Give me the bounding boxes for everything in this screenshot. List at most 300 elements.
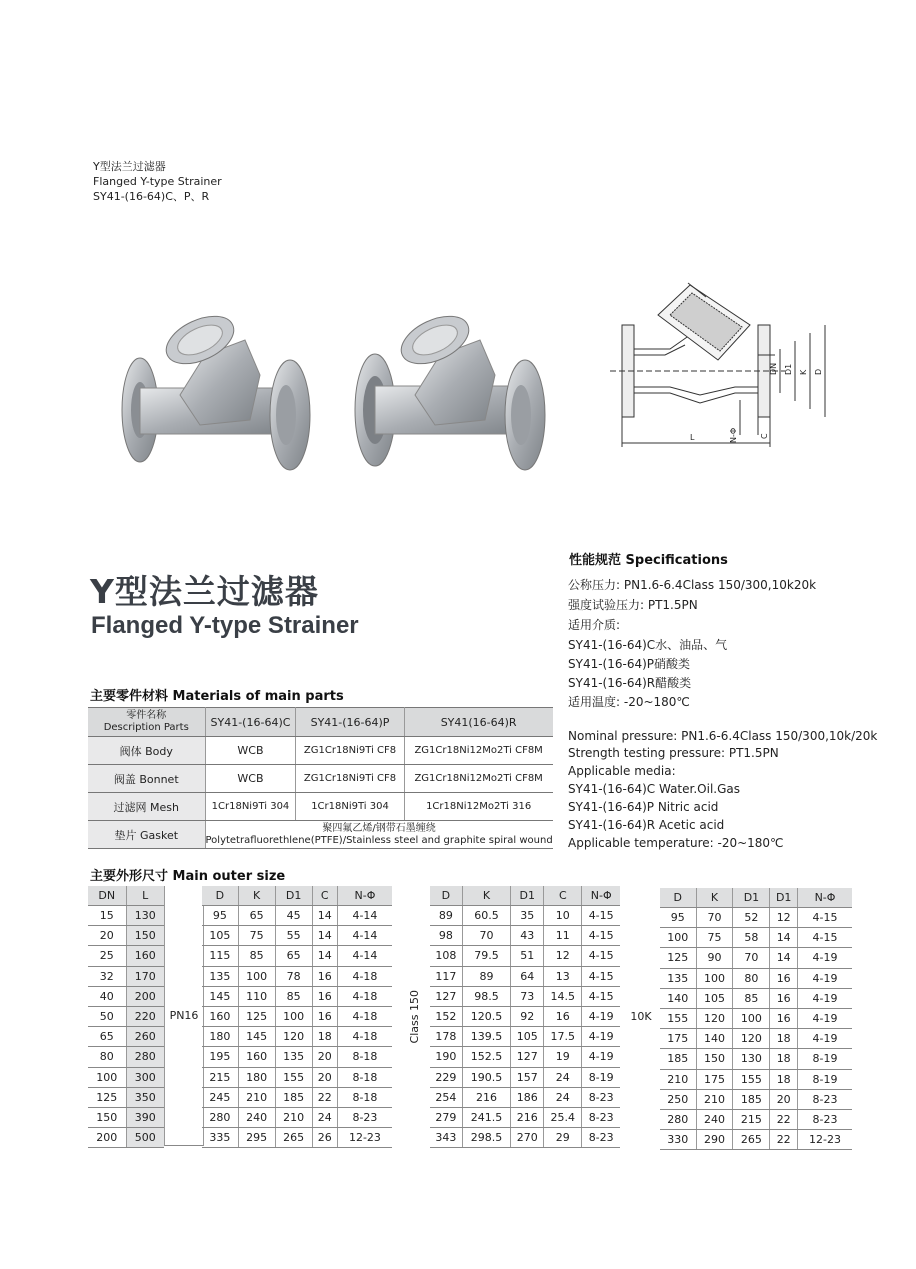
- dims-cell: 110: [238, 986, 275, 1006]
- dims-row: [660, 968, 852, 988]
- dims-cell: 65: [275, 946, 312, 966]
- drawing-label-k: K: [799, 369, 808, 375]
- header-cn: Y型法兰过滤器: [93, 160, 166, 173]
- dims-row: [660, 1089, 852, 1109]
- dims-cell: 105: [202, 926, 238, 946]
- dims-cell: 190: [430, 1047, 462, 1067]
- spec-en-line: Nominal pressure: PN1.6-6.4Class 150/300,10k/20k: [568, 729, 878, 743]
- dims-cell: 300: [126, 1067, 164, 1087]
- dims-cell: 26: [312, 1128, 337, 1148]
- dims-header-cell: N-Φ: [582, 886, 620, 906]
- dims-cell: 100: [275, 1006, 312, 1026]
- dims-cell: 14.5: [544, 986, 582, 1006]
- strainer-photo-2: [345, 300, 555, 490]
- spec-en-line: SY41-(16-64)C Water.Oil.Gas: [568, 782, 740, 796]
- dims-cell: 4-19: [798, 988, 853, 1008]
- dims-cell: 65: [238, 906, 275, 926]
- materials-part: 过滤网 Mesh: [88, 793, 205, 821]
- dims-cell: 4-18: [337, 1006, 392, 1026]
- dims-cell: 8-23: [337, 1107, 392, 1127]
- dims-cell: 178: [430, 1027, 462, 1047]
- dims-cell: 8-23: [582, 1087, 620, 1107]
- dims-row: [88, 1027, 164, 1047]
- dims-row: [430, 1047, 620, 1067]
- spec-en-line: Strength testing pressure: PT1.5PN: [568, 746, 779, 760]
- dims-cell: 8-18: [337, 1067, 392, 1087]
- dims-cell: 216: [462, 1087, 511, 1107]
- dims-cell: 4-19: [582, 1006, 620, 1026]
- dims-header-cell: C: [544, 886, 582, 906]
- dims-cell: 4-15: [582, 986, 620, 1006]
- dims-cell: 20: [312, 1047, 337, 1067]
- dims-cell: 215: [202, 1067, 238, 1087]
- dims-cell: 216: [511, 1107, 544, 1127]
- dims-row: [660, 1130, 852, 1150]
- dims-cell: 8-23: [798, 1089, 853, 1109]
- dims-cell: 140: [696, 1029, 733, 1049]
- dims-cell: 75: [238, 926, 275, 946]
- dims-cell: 115: [202, 946, 238, 966]
- dims-cell: 125: [238, 1006, 275, 1026]
- title-en: Flanged Y-type Strainer: [91, 612, 359, 639]
- dims-cell: 170: [126, 966, 164, 986]
- dims-cell: 70: [733, 948, 770, 968]
- dims-cell: 80: [88, 1047, 126, 1067]
- dims-cell: 260: [126, 1027, 164, 1047]
- dims-cell: 4-18: [337, 986, 392, 1006]
- dims-cell: 4-19: [798, 1008, 853, 1028]
- dims-header-row: [430, 886, 620, 906]
- pn16-label: PN16: [164, 886, 204, 1146]
- dims-cell: 16: [312, 986, 337, 1006]
- dims-cell: 70: [696, 908, 733, 928]
- dims-cell: 180: [238, 1067, 275, 1087]
- dims-cell: 15: [88, 906, 126, 926]
- dims-cell: 152.5: [462, 1047, 511, 1067]
- dims-cell: 160: [126, 946, 164, 966]
- materials-c: WCB: [205, 765, 296, 793]
- dims-cell: 64: [511, 966, 544, 986]
- dims-cell: 22: [312, 1087, 337, 1107]
- dims-row: [430, 986, 620, 1006]
- dims-row: [202, 946, 392, 966]
- dims-cell: 4-19: [798, 968, 853, 988]
- dims-cell: 19: [544, 1047, 582, 1067]
- dims-cell: 105: [696, 988, 733, 1008]
- dims-cell: 85: [238, 946, 275, 966]
- dims-row: [88, 966, 164, 986]
- dims-row: [202, 1107, 392, 1127]
- dims-header-row: [88, 886, 164, 906]
- dims-row: [202, 966, 392, 986]
- dims-cell: 150: [88, 1107, 126, 1127]
- dims-cell: 17.5: [544, 1027, 582, 1047]
- dims-row: [430, 906, 620, 926]
- dims-cell: 4-19: [582, 1047, 620, 1067]
- dims-cell: 185: [275, 1087, 312, 1107]
- dims-cell: 32: [88, 966, 126, 986]
- spec-cn-line: SY41-(16-64)R醋酸类: [568, 676, 692, 690]
- dims-cell: 140: [660, 988, 696, 1008]
- dims-row: [660, 948, 852, 968]
- dims-cell: 298.5: [462, 1128, 511, 1148]
- dims-cell: 12-23: [337, 1128, 392, 1148]
- dims-header-cell: N-Φ: [798, 888, 853, 908]
- dims-cell: 8-23: [798, 1109, 853, 1129]
- dims-cell: 22: [770, 1109, 798, 1129]
- materials-head-r: SY41(16-64)R: [404, 708, 553, 737]
- dims-cell: 16: [770, 968, 798, 988]
- dims-cell: 16: [312, 966, 337, 986]
- dims-row: [430, 1006, 620, 1026]
- spec-en-line: Applicable temperature: -20~180℃: [568, 836, 784, 850]
- dims-cell: 4-14: [337, 946, 392, 966]
- dims-cell: 4-19: [798, 1029, 853, 1049]
- dims-cell: 150: [696, 1049, 733, 1069]
- dims-cell: 155: [275, 1067, 312, 1087]
- dims-cell: 14: [770, 948, 798, 968]
- dims-cell: 280: [202, 1107, 238, 1127]
- dims-cell: 90: [696, 948, 733, 968]
- dims-row: [660, 1049, 852, 1069]
- dims-cell: 4-15: [582, 906, 620, 926]
- dims-cell: 108: [430, 946, 462, 966]
- k10-label: 10K: [630, 1010, 652, 1023]
- class150-label: Class 150: [407, 990, 421, 1044]
- dims-cell: 43: [511, 926, 544, 946]
- dims-cell: 18: [770, 1069, 798, 1089]
- dims-cell: 500: [126, 1128, 164, 1148]
- dims-cell: 75: [696, 928, 733, 948]
- dims-cell: 125: [660, 948, 696, 968]
- dims-row: [430, 1107, 620, 1127]
- materials-r: ZG1Cr18Ni12Mo2Ti CF8M: [404, 737, 553, 765]
- spec-cn-line: 适用介质:: [568, 618, 621, 632]
- dims-cell: 4-14: [337, 906, 392, 926]
- dims-cell: 4-18: [337, 966, 392, 986]
- dims-header-cell: D1: [275, 886, 312, 906]
- dims-cell: 100: [238, 966, 275, 986]
- dims-cell: 295: [238, 1128, 275, 1148]
- dims-header-cell: K: [696, 888, 733, 908]
- dims-row: [202, 1128, 392, 1148]
- dims-row: [202, 986, 392, 1006]
- dims-cell: 210: [660, 1069, 696, 1089]
- dims-cell: 330: [660, 1130, 696, 1150]
- dims-cell: 120: [733, 1029, 770, 1049]
- dims-header-row: [660, 888, 852, 908]
- dims-cell: 55: [275, 926, 312, 946]
- dims-row: [88, 1128, 164, 1148]
- dims-cell: 130: [126, 906, 164, 926]
- dims-header-cell: N-Φ: [337, 886, 392, 906]
- strainer-technical-drawing: [610, 275, 840, 460]
- dims-row: [202, 1067, 392, 1087]
- dims-row: [202, 1087, 392, 1107]
- dims-cell: 85: [733, 988, 770, 1008]
- dims-cell: 85: [275, 986, 312, 1006]
- dims-10k-table: [660, 888, 852, 1150]
- dims-cell: 35: [511, 906, 544, 926]
- dims-cell: 95: [660, 908, 696, 928]
- dims-cell: 12-23: [798, 1130, 853, 1150]
- dims-header-row: [202, 886, 392, 906]
- dims-cell: 11: [544, 926, 582, 946]
- dims-cell: 350: [126, 1087, 164, 1107]
- dims-cell: 135: [202, 966, 238, 986]
- dims-cell: 279: [430, 1107, 462, 1127]
- dims-cell: 160: [238, 1047, 275, 1067]
- dims-header-cell: C: [312, 886, 337, 906]
- dims-dn-l-table: [88, 886, 164, 1148]
- dims-cell: 186: [511, 1087, 544, 1107]
- dims-cell: 130: [733, 1049, 770, 1069]
- header-en: Flanged Y-type Strainer: [93, 175, 222, 188]
- specifications-heading: 性能规范 Specifications: [569, 553, 728, 568]
- dims-cell: 92: [511, 1006, 544, 1026]
- dims-cell: 100: [88, 1067, 126, 1087]
- dims-cell: 175: [660, 1029, 696, 1049]
- dims-row: [202, 926, 392, 946]
- dims-cell: 12: [544, 946, 582, 966]
- dims-cell: 4-15: [582, 946, 620, 966]
- dims-row: [430, 1087, 620, 1107]
- dims-row: [660, 1109, 852, 1129]
- dims-row: [88, 1107, 164, 1127]
- dims-row: [430, 966, 620, 986]
- dims-header-cell: L: [126, 886, 164, 906]
- dims-cell: 210: [275, 1107, 312, 1127]
- dims-cell: 89: [462, 966, 511, 986]
- dims-cell: 73: [511, 986, 544, 1006]
- dims-row: [430, 1027, 620, 1047]
- drawing-label-l: L: [690, 433, 695, 442]
- dims-cell: 8-18: [337, 1047, 392, 1067]
- dims-cell: 52: [733, 908, 770, 928]
- dims-row: [660, 988, 852, 1008]
- dims-cell: 4-15: [582, 966, 620, 986]
- dims-cell: 14: [312, 906, 337, 926]
- dims-row: [660, 1069, 852, 1089]
- dims-cell: 20: [88, 926, 126, 946]
- materials-r: ZG1Cr18Ni12Mo2Ti CF8M: [404, 765, 553, 793]
- dims-cell: 210: [238, 1087, 275, 1107]
- dims-cell: 4-15: [798, 928, 853, 948]
- dims-cell: 220: [126, 1006, 164, 1026]
- dims-cell: 16: [312, 1006, 337, 1026]
- materials-table: [88, 707, 553, 849]
- dims-cell: 120: [696, 1008, 733, 1028]
- dims-pn16-table: [202, 886, 392, 1148]
- dims-cell: 240: [238, 1107, 275, 1127]
- dims-cell: 155: [733, 1069, 770, 1089]
- dims-cell: 280: [660, 1109, 696, 1129]
- materials-gasket-en: Polytetrafluorethlene(PTFE)/Stainless steel and graphite spiral wound: [205, 834, 553, 846]
- dims-cell: 12: [770, 908, 798, 928]
- spec-cn-line: 公称压力: PN1.6-6.4Class 150/300,10k20k: [568, 578, 817, 592]
- dims-cell: 190.5: [462, 1067, 511, 1087]
- dims-cell: 20: [312, 1067, 337, 1087]
- dims-cell: 155: [660, 1008, 696, 1028]
- materials-head-c: SY41-(16-64)C: [205, 708, 296, 737]
- dims-cell: 58: [733, 928, 770, 948]
- dims-cell: 78: [275, 966, 312, 986]
- spec-cn-line: SY41-(16-64)C水、油品、气: [568, 638, 728, 652]
- dims-row: [660, 928, 852, 948]
- materials-c: WCB: [205, 737, 296, 765]
- materials-gasket: [205, 821, 553, 849]
- materials-p: ZG1Cr18Ni9Ti CF8: [296, 765, 404, 793]
- dims-cell: 24: [544, 1087, 582, 1107]
- dims-cell: 150: [126, 926, 164, 946]
- dims-cell: 10: [544, 906, 582, 926]
- dims-cell: 120: [275, 1027, 312, 1047]
- spec-cn-line: 强度试验压力: PT1.5PN: [568, 598, 698, 612]
- dims-cell: 4-15: [582, 926, 620, 946]
- dims-cell: 145: [202, 986, 238, 1006]
- dims-cell: 215: [733, 1109, 770, 1129]
- materials-gasket-cn: 聚四氟乙烯/钢带石墨缠绕: [322, 822, 436, 834]
- dims-cell: 200: [126, 986, 164, 1006]
- dims-cell: 335: [202, 1128, 238, 1148]
- dims-header-cell: D: [660, 888, 696, 908]
- drawing-label-c: C: [760, 433, 769, 439]
- dims-row: [88, 926, 164, 946]
- dims-cell: 4-19: [582, 1027, 620, 1047]
- dims-row: [430, 946, 620, 966]
- dims-cell: 4-19: [798, 948, 853, 968]
- dims-row: [202, 1047, 392, 1067]
- dims-cell: 127: [511, 1047, 544, 1067]
- dims-cell: 100: [733, 1008, 770, 1028]
- dims-cell: 4-15: [798, 908, 853, 928]
- drawing-label-dn: DN: [769, 362, 778, 375]
- dims-cell: 8-23: [582, 1128, 620, 1148]
- dims-cell: 51: [511, 946, 544, 966]
- dims-cell: 16: [770, 988, 798, 1008]
- dims-cell: 175: [696, 1069, 733, 1089]
- materials-head-part-en: Description Parts: [103, 722, 189, 733]
- dims-cell: 245: [202, 1087, 238, 1107]
- dims-cell: 25: [88, 946, 126, 966]
- dims-cell: 45: [275, 906, 312, 926]
- dims-cell: 98: [430, 926, 462, 946]
- dims-cell: 145: [238, 1027, 275, 1047]
- dims-row: [88, 1006, 164, 1026]
- materials-part: 阀盖 Bonnet: [88, 765, 205, 793]
- dims-cell: 24: [312, 1107, 337, 1127]
- dims-cell: 265: [275, 1128, 312, 1148]
- dims-cell: 210: [696, 1089, 733, 1109]
- materials-row: [88, 737, 553, 765]
- dims-cell: 152: [430, 1006, 462, 1026]
- dims-header-cell: K: [462, 886, 511, 906]
- spec-en-line: Applicable media:: [568, 764, 676, 778]
- dims-header-cell: D1: [770, 888, 798, 908]
- dims-cell: 240: [696, 1109, 733, 1129]
- dims-cell: 254: [430, 1087, 462, 1107]
- dims-row: [202, 1006, 392, 1026]
- dims-cell: 8-19: [798, 1049, 853, 1069]
- dims-cell: 60.5: [462, 906, 511, 926]
- dims-header-cell: DN: [88, 886, 126, 906]
- dims-cell: 16: [770, 1008, 798, 1028]
- dims-cell: 8-18: [337, 1087, 392, 1107]
- dims-row: [88, 946, 164, 966]
- dims-cell: 22: [770, 1130, 798, 1150]
- dims-cell: 25.4: [544, 1107, 582, 1127]
- dims-cell: 290: [696, 1130, 733, 1150]
- dims-row: [202, 906, 392, 926]
- materials-p: ZG1Cr18Ni9Ti CF8: [296, 737, 404, 765]
- dims-cell: 270: [511, 1128, 544, 1148]
- dims-cell: 185: [660, 1049, 696, 1069]
- dims-cell: 135: [660, 968, 696, 988]
- dims-row: [88, 1067, 164, 1087]
- drawing-label-n-phi: N-Φ: [729, 427, 738, 443]
- dims-cell: 4-18: [337, 1027, 392, 1047]
- dims-cell: 8-23: [582, 1107, 620, 1127]
- dims-cell: 18: [312, 1027, 337, 1047]
- spec-en-line: SY41-(16-64)R Acetic acid: [568, 818, 725, 832]
- dims-cell: 14: [312, 946, 337, 966]
- dims-row: [660, 908, 852, 928]
- materials-head-p: SY41-(16-64)P: [296, 708, 404, 737]
- dims-header-cell: K: [238, 886, 275, 906]
- spec-cn-line: 适用温度: -20~180℃: [568, 695, 690, 709]
- dims-header-cell: D: [202, 886, 238, 906]
- dims-cell: 98.5: [462, 986, 511, 1006]
- dims-cell: 139.5: [462, 1027, 511, 1047]
- title-cn: Y型法兰过滤器: [90, 572, 319, 611]
- dims-row: [660, 1008, 852, 1028]
- dims-cell: 105: [511, 1027, 544, 1047]
- dims-cell: 117: [430, 966, 462, 986]
- dims-row: [202, 1027, 392, 1047]
- materials-heading: 主要零件材料 Materials of main parts: [90, 689, 344, 704]
- dims-cell: 160: [202, 1006, 238, 1026]
- materials-part: 阀体 Body: [88, 737, 205, 765]
- dims-cell: 20: [770, 1089, 798, 1109]
- dims-row: [430, 926, 620, 946]
- dims-cell: 14: [770, 928, 798, 948]
- dims-cell: 100: [696, 968, 733, 988]
- dims-cell: 80: [733, 968, 770, 988]
- dims-header-cell: D1: [511, 886, 544, 906]
- dims-cell: 18: [770, 1029, 798, 1049]
- dims-cell: 95: [202, 906, 238, 926]
- dims-cell: 241.5: [462, 1107, 511, 1127]
- dims-cell: 180: [202, 1027, 238, 1047]
- dims-cell: 24: [544, 1067, 582, 1087]
- dims-cell: 157: [511, 1067, 544, 1087]
- dims-row: [430, 1067, 620, 1087]
- materials-row: [88, 793, 553, 821]
- dims-cell: 4-14: [337, 926, 392, 946]
- dims-cell: 390: [126, 1107, 164, 1127]
- dims-cell: 16: [544, 1006, 582, 1026]
- dims-cell: 40: [88, 986, 126, 1006]
- dims-heading: 主要外形尺寸 Main outer size: [90, 869, 286, 884]
- dims-row: [88, 1047, 164, 1067]
- dims-cell: 195: [202, 1047, 238, 1067]
- dims-cell: 229: [430, 1067, 462, 1087]
- dims-row: [88, 1087, 164, 1107]
- dims-cell: 89: [430, 906, 462, 926]
- dims-cell: 185: [733, 1089, 770, 1109]
- dims-row: [660, 1029, 852, 1049]
- spec-en-line: SY41-(16-64)P Nitric acid: [568, 800, 719, 814]
